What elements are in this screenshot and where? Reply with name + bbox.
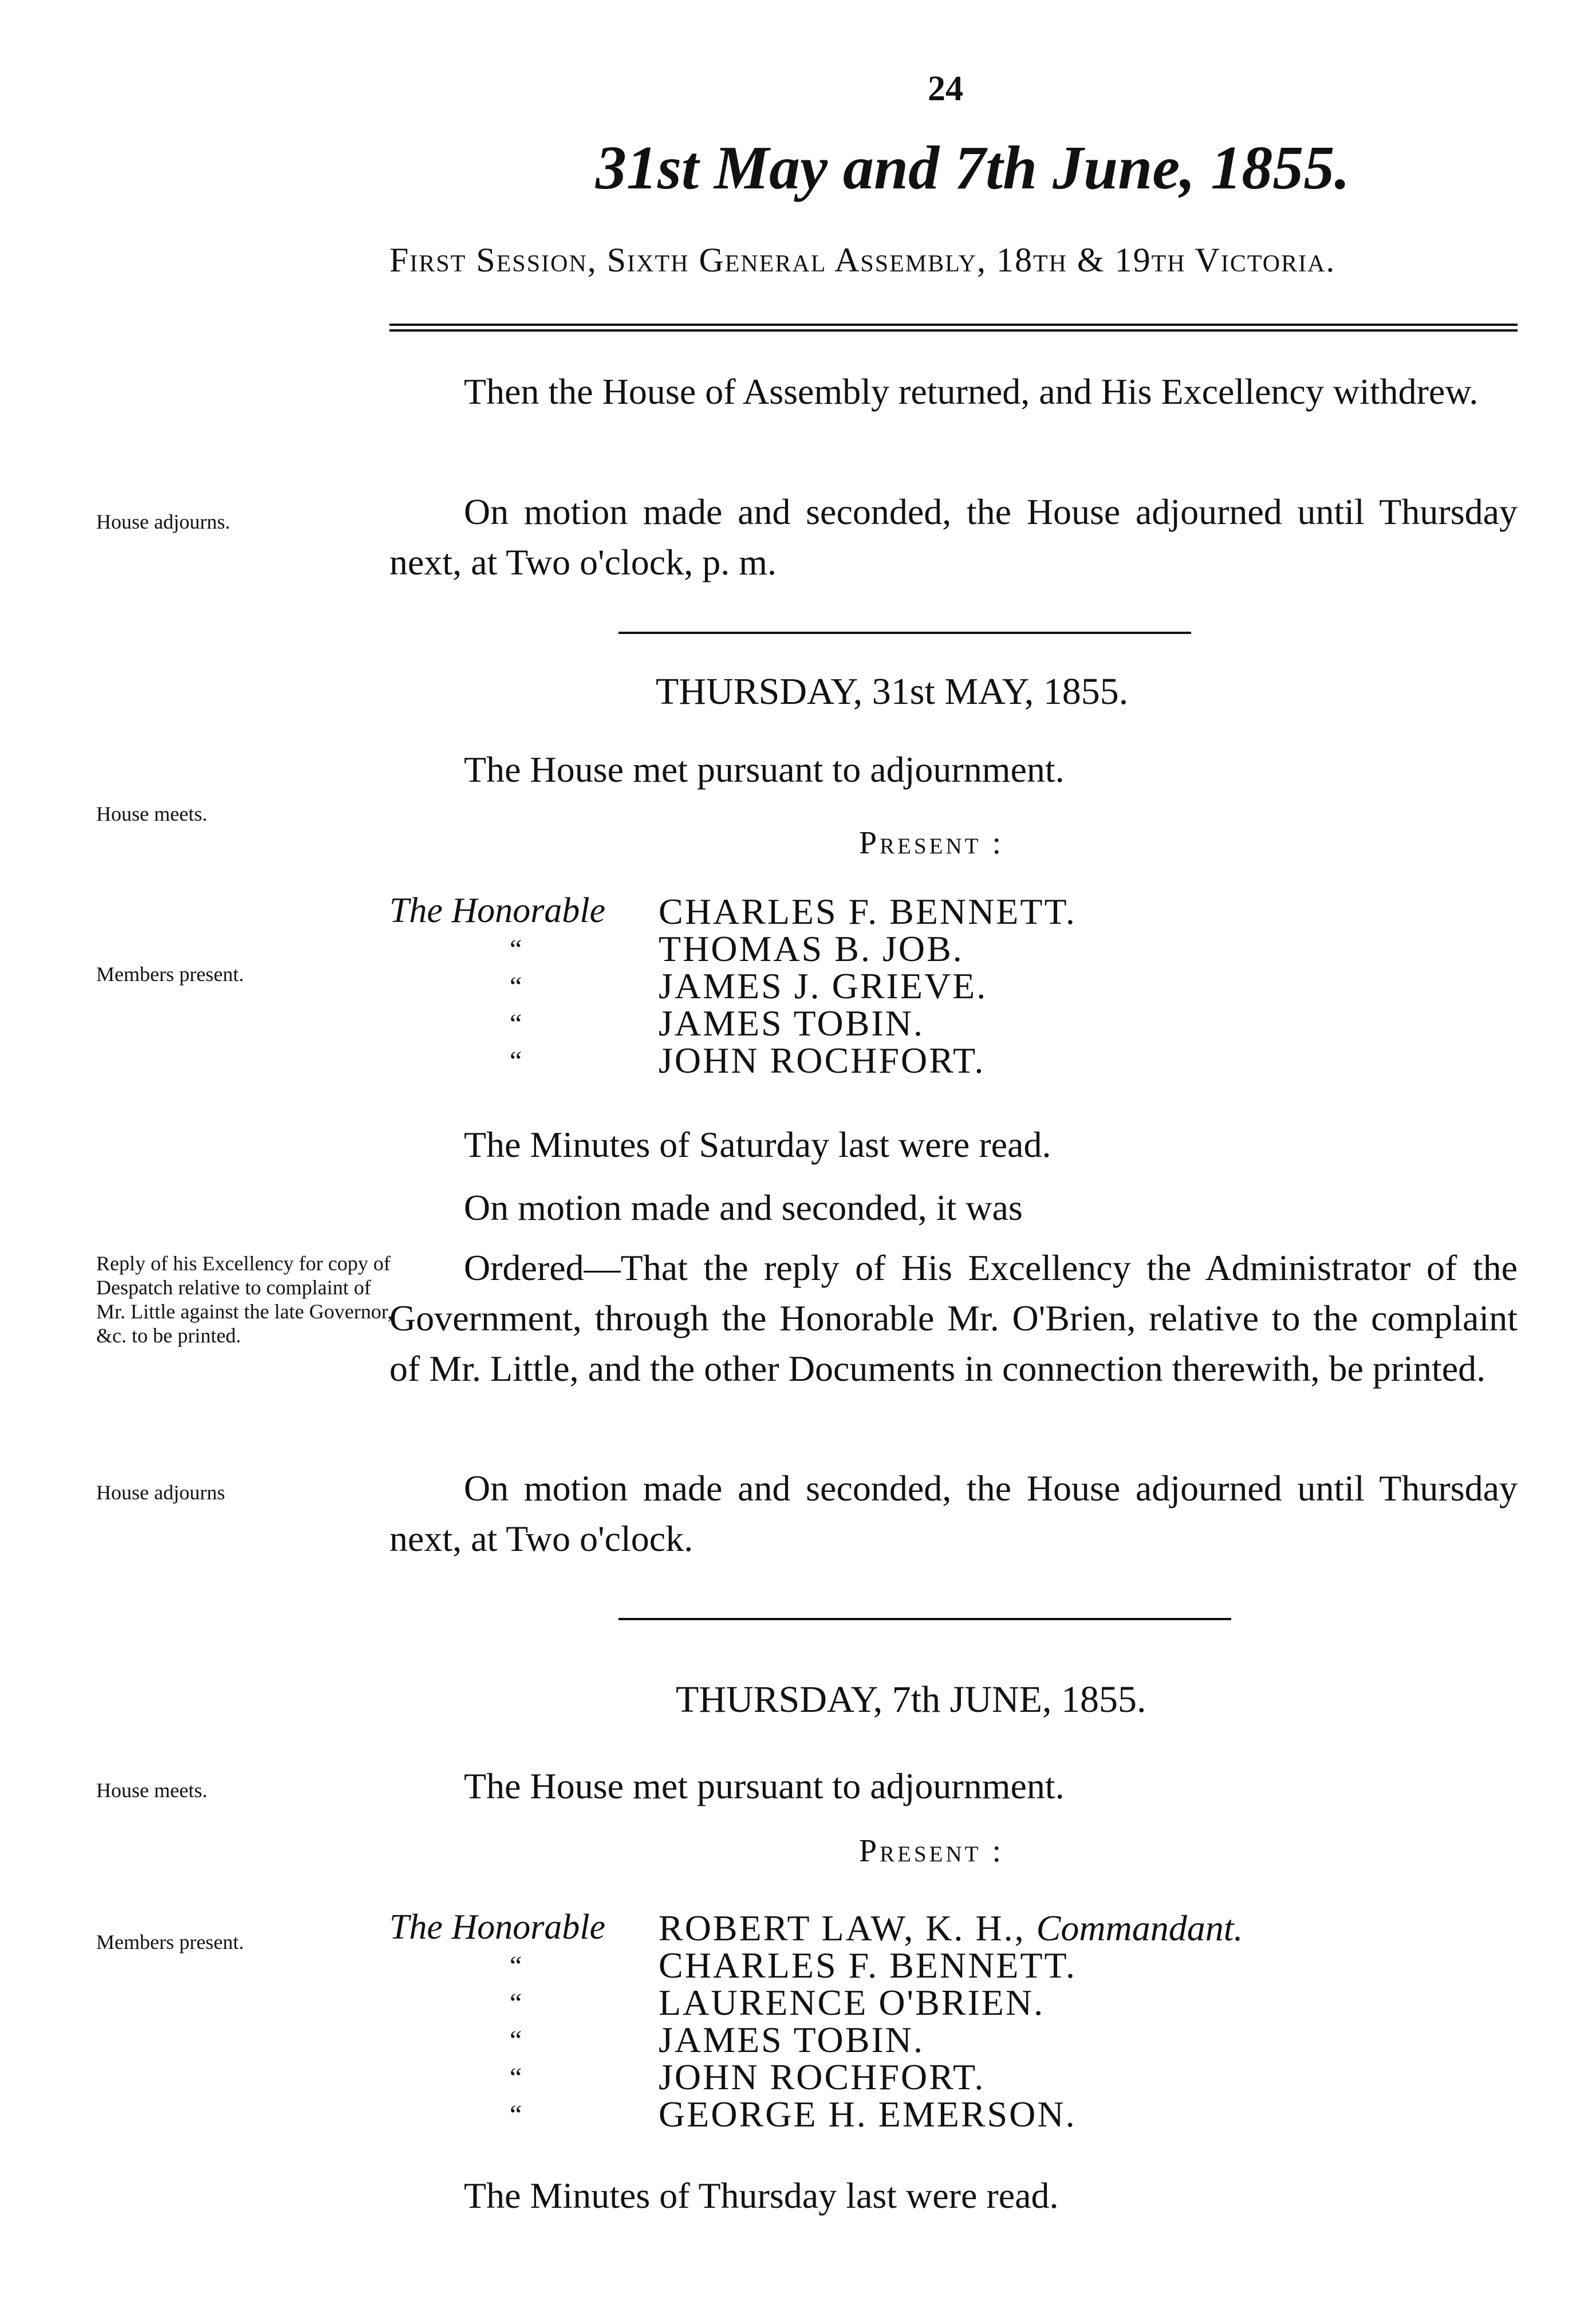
member-name: GEORGE H. EMERSON. (659, 2094, 1077, 2134)
margin-note-house-meets: House meets. (96, 1779, 207, 1802)
ditto-mark: “ (510, 1988, 522, 2018)
member-name: LAURENCE O'BRIEN. (659, 1982, 1045, 2023)
ditto-mark: “ (510, 2025, 522, 2055)
member-name: THOMAS B. JOB. (659, 928, 964, 969)
ordered-paragraph: Ordered—That the reply of His Excellency the Administrator of the Government, through the Honorable Mr. O'Brien, relative to the complaint of Mr. Little, and the other Documents in connection therewith, be printed. (389, 1247, 1518, 1389)
motion-statement: On motion made and seconded, it was (464, 1187, 1023, 1228)
margin-note-reply-printed: Reply of his Excellency for copy of Despatch relative to complaint of Mr. Little against the late Governor, &c. to be printed. (96, 1252, 393, 1347)
section-divider-rule (618, 1618, 1231, 1620)
ditto-mark: “ (510, 1009, 522, 1039)
member-name: JOHN ROCHFORT. (659, 1040, 986, 1081)
ditto-mark: “ (510, 971, 522, 1002)
ditto-mark: “ (510, 2062, 522, 2093)
section-divider-rule (618, 632, 1191, 634)
member-name: CHARLES F. BENNETT. (659, 1945, 1077, 1986)
honorable-prefix: The Honorable (389, 1908, 606, 1947)
member-name: CHARLES F. BENNETT. (659, 891, 1077, 932)
member-name: JAMES TOBIN. (659, 2019, 924, 2060)
day-heading-may-31: THURSDAY, 31st MAY, 1855. (656, 671, 1129, 712)
present-label: Present : (859, 1833, 1004, 1869)
day-heading-june-7: THURSDAY, 7th JUNE, 1855. (676, 1679, 1146, 1720)
page-number: 24 (928, 69, 963, 108)
margin-note-house-adjourns: House adjourns. (96, 510, 230, 533)
honorable-prefix: The Honorable (389, 891, 606, 930)
member-name-first (659, 1907, 1243, 1950)
present-label: Present : (859, 825, 1004, 861)
member-name: JAMES J. GRIEVE. (659, 966, 988, 1006)
member-name: ROBERT LAW, K. H., (659, 1908, 1026, 1948)
margin-note-members-present: Members present. (96, 1931, 244, 1954)
margin-note-house-adjourns: House adjourns (96, 1481, 225, 1504)
ditto-mark: “ (510, 934, 522, 964)
house-met-statement: The House met pursuant to adjournment. (464, 1766, 1065, 1806)
member-name: JOHN ROCHFORT. (659, 2057, 986, 2097)
minutes-read-statement: The Minutes of Saturday last were read. (464, 1124, 1051, 1165)
member-name: JAMES TOBIN. (659, 1003, 924, 1043)
session-line: First Session, Sixth General Assembly, 18th & 19th Victoria. (389, 241, 1336, 279)
minutes-read-statement: The Minutes of Thursday last were read. (464, 2175, 1059, 2216)
intro-paragraph-adjourned: On motion made and seconded, the House adjourned until Thursday next, at Two o'clock, p. m. (389, 491, 1518, 582)
ditto-mark: “ (510, 1951, 522, 1981)
adjourned-paragraph: On motion made and seconded, the House adjourned until Thursday next, at Two o'clock. (389, 1468, 1518, 1559)
margin-note-members-present: Members present. (96, 963, 244, 986)
house-met-statement: The House met pursuant to adjournment. (464, 749, 1065, 790)
ditto-mark: “ (510, 1046, 522, 1076)
intro-paragraph-returned: Then the House of Assembly returned, and His Excellency withdrew. (464, 371, 1479, 412)
member-title: Commandant. (1036, 1908, 1243, 1948)
page-date-heading: 31st May and 7th June, 1855. (596, 134, 1350, 202)
ditto-mark: “ (510, 2100, 522, 2130)
header-double-rule (389, 324, 1518, 332)
margin-note-house-meets: House meets. (96, 802, 207, 825)
